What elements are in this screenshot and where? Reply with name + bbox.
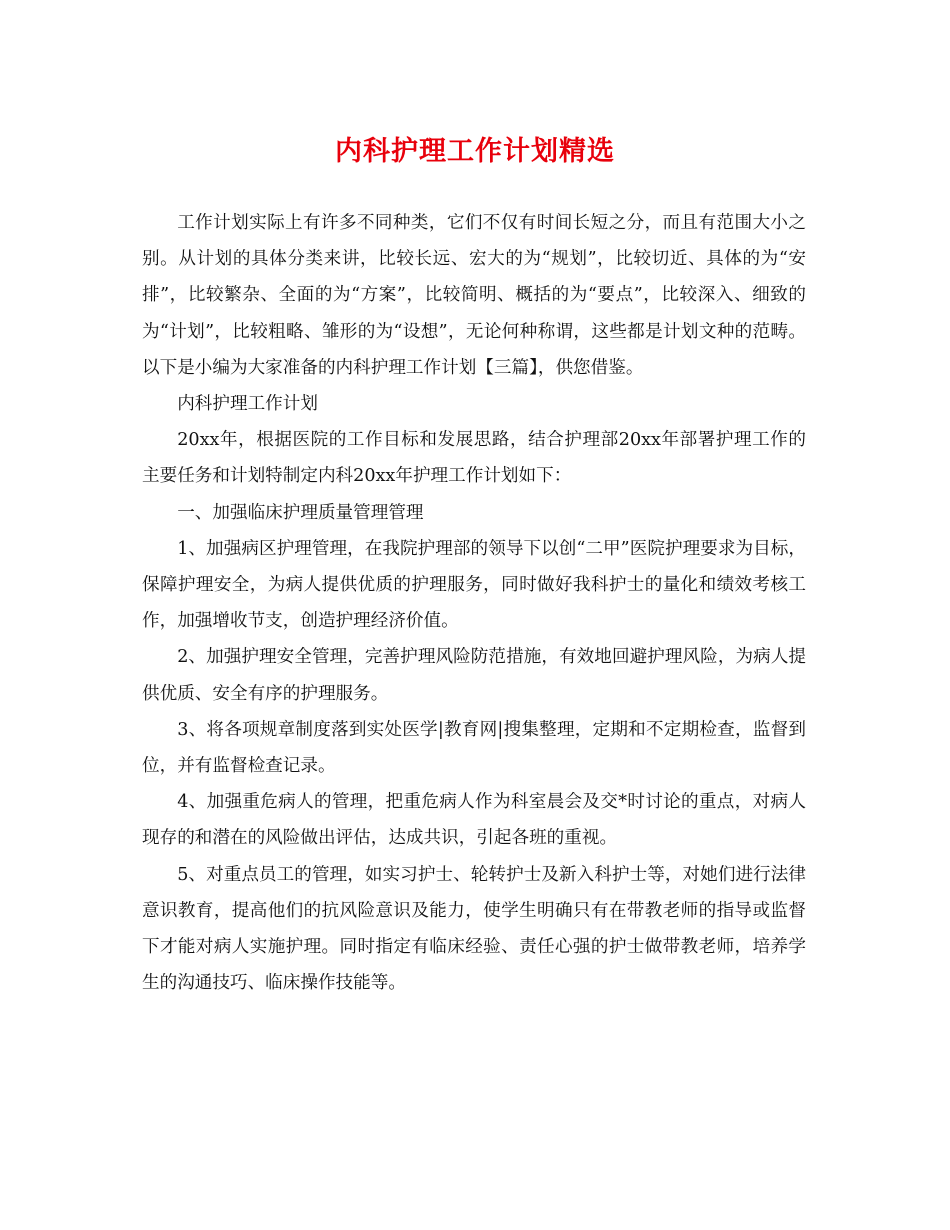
list-item: 3、将各项规章制度落到实处医学|教育网|搜集整理，定期和不定期检查，监督到位，并有监督检查记录。 — [142, 719, 806, 777]
subsection-heading: 一、加强临床护理质量管理管理 — [177, 502, 424, 523]
document-body — [142, 205, 806, 1001]
list-item: 5、对重点员工的管理，如实习护士、轮转护士及新入科护士等，对她们进行法律意识教育，提高他们的抗风险意识及能力，使学生明确只有在带教老师的指导或监督下才能对病人实施护理。同时指定有临床经验、责任心强的护士做带教老师，培养学生的沟通技巧、临床操作技能等。 — [142, 864, 806, 994]
section-heading: 内科护理工作计划 — [177, 394, 318, 415]
list-item: 1、加强病区护理管理，在我院护理部的领导下以创“二甲”医院护理要求为目标，保障护理安全，为病人提供优质的护理服务，同时做好我科护士的量化和绩效考核工作，加强增收节支，创造护理经济价值。 — [142, 538, 806, 632]
plan-overview-paragraph: 20xx年，根据医院的工作目标和发展思路，结合护理部20xx年部署护理工作的主要任务和计划特制定内科20xx年护理工作计划如下： — [142, 430, 806, 487]
document-title: 内科护理工作计划精选 — [335, 136, 615, 167]
intro-paragraph: 工作计划实际上有许多不同种类，它们不仅有时间长短之分，而且有范围大小之别。从计划的具体分类来讲，比较长远、宏大的为“规划”，比较切近、具体的为“安排”，比较繁杂、全面的为“方案”，比较简明、概括的为“要点”，比较深入、细致的为“计划”，比较粗略、雏形的为“设想”，无论何种称谓，这些都是计划文种的范畴。以下是小编为大家准备的内科护理工作计划【三篇】，供您借鉴。 — [142, 213, 806, 378]
list-item: 2、加强护理安全管理，完善护理风险防范措施，有效地回避护理风险，为病人提供优质、安全有序的护理服务。 — [142, 647, 806, 704]
list-item: 4、加强重危病人的管理，把重危病人作为科室晨会及交*时讨论的重点，对病人现存的和潜在的风险做出评估，达成共识，引起各班的重视。 — [142, 792, 806, 849]
